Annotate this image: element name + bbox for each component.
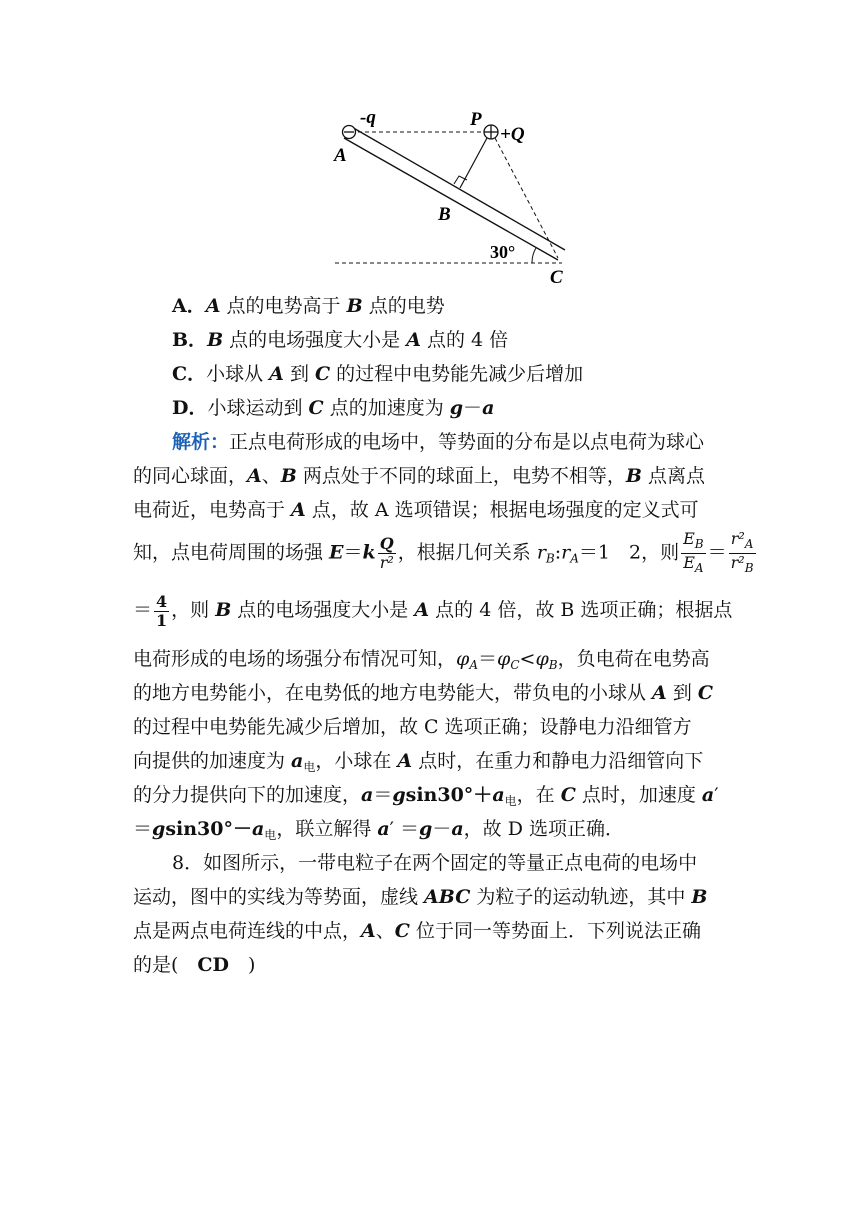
fraction-4-over-1: $\frac{4}{1}$: [156, 591, 168, 630]
angle-arc: [532, 248, 536, 263]
right-angle-mark: [454, 176, 467, 184]
solution-line-11: $=gsin30^\circ-a_电$，联立解得 a′ ＝g－a，故 D 选项正确．: [133, 818, 624, 842]
q8-line-4: 的是( CD ): [133, 954, 256, 976]
solution-label: 解析：: [172, 431, 230, 453]
solution-line-1: 解析：正点电荷形成的电场中，等势面的分布是以点电荷为球心: [172, 431, 705, 453]
q8-answer: CD: [197, 954, 230, 976]
solution-line-6: 电荷形成的电场的场强分布情况可知，$\varphi_A=\varphi_C<\varphi_B$，负电荷在电势高: [133, 648, 710, 672]
q8-line-1: 8．如图所示，一带电粒子在两个固定的等量正点电荷的电场中: [172, 852, 698, 874]
label-a: A: [334, 145, 347, 166]
option-a: A．A 点的电势高于 B 点的电势: [172, 295, 445, 317]
solution-line-2: 的同心球面，A、B 两点处于不同的球面上，电势不相等，B 点离点: [133, 465, 705, 487]
option-c: C．小球从 A 到 C 的过程中电势能先减少后增加: [172, 363, 584, 385]
label-b: B: [438, 204, 451, 225]
solution-line-3: 电荷近，电势高于 A 点，故 A 选项错误；根据电场强度的定义式可: [133, 499, 699, 521]
dashed-line-pc: [495, 138, 558, 258]
option-b: B．B 点的电场强度大小是 A 点的 4 倍: [172, 329, 509, 351]
fraction-eb-over-ea: $\frac{E_B}{E_A}$: [683, 529, 704, 575]
solution-line-8: 的过程中电势能先减少后增加，故 C 选项正确；设静电力沿细管方: [133, 716, 692, 738]
q8-line-3: 点是两点电荷连线的中点，A、C 位于同一等势面上．下列说法正确: [133, 920, 701, 942]
label-c: C: [550, 267, 563, 288]
label-plus-q: +Q: [500, 124, 525, 145]
q8-line-2: 运动，图中的实线为等势面，虚线 ABC 为粒子的运动轨迹，其中 B: [133, 886, 708, 908]
fraction-ra2-over-rb2: $\frac{r^2_A}{r^2_B}$: [730, 529, 754, 575]
solution-line-7: 的地方电势能小，在电势低的地方电势能大，带负电的小球从 A 到 C: [133, 682, 714, 704]
label-p: P: [470, 109, 482, 130]
tube-edge-bottom: [344, 138, 558, 260]
solution-line-4: 知，点电荷周围的场强 E＝k $\frac{Q}{\text{r²}}$ ，根据几何关系 $r_B:r_A=1$ 2，则 $\frac{E_B}{E_A}$ ＝ $\frac{r^2_A}{r^2_B}$: [133, 529, 754, 575]
fraction-q-over-r2: $\frac{Q}{\text{r²}}$: [379, 534, 394, 572]
label-minus-q: -q: [360, 107, 376, 128]
label-angle: 30°: [490, 242, 516, 262]
option-d: D．小球运动到 C 点的加速度为 g－a: [172, 397, 495, 419]
tube-edge-top: [350, 126, 565, 250]
perpendicular-pb: [460, 138, 487, 188]
incline-figure: [300, 100, 600, 290]
solution-line-10: 的分力提供向下的加速度，$a=gsin30^\circ+a_电$，在 C 点时，加速度 a′: [133, 784, 719, 808]
solution-line-5: ＝ $\frac{4}{1}$ ，则 B 点的电场强度大小是 A 点的 4 倍，故 B 选项正确；根据点: [133, 591, 733, 630]
solution-line-9: 向提供的加速度为 $a_电$，小球在 A 点时，在重力和静电力沿细管向下: [133, 750, 704, 774]
